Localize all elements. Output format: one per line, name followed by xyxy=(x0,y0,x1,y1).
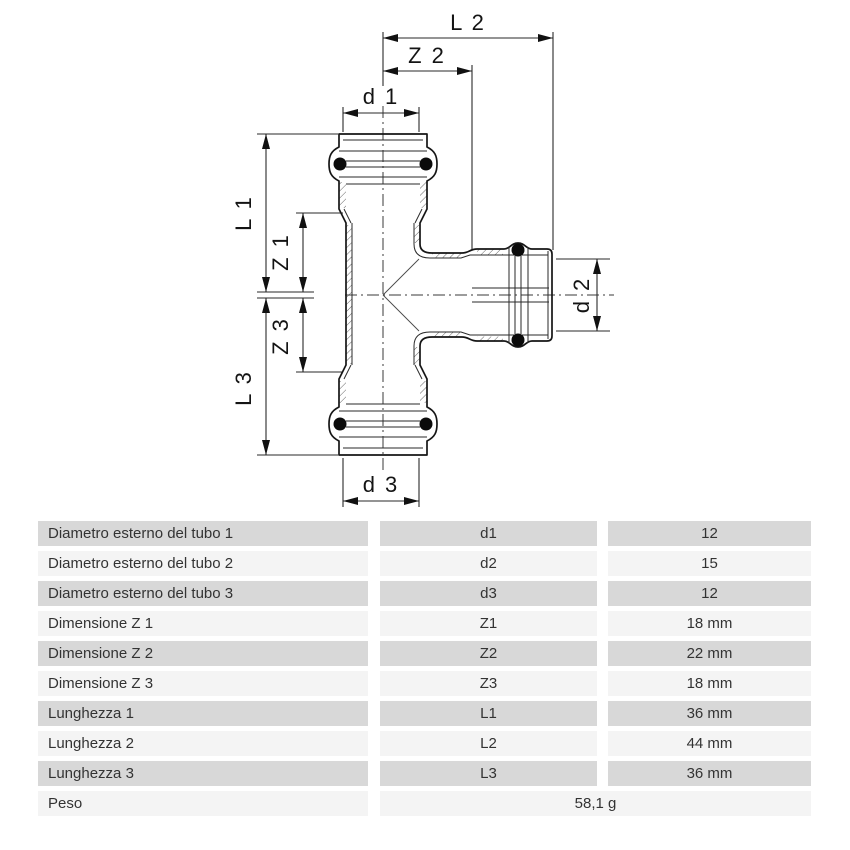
spec-label-cell: Lunghezza 3 xyxy=(38,761,368,786)
spec-label-cell: Diametro esterno del tubo 3 xyxy=(38,581,368,606)
o-ring-dots xyxy=(334,158,525,431)
table-row-weight xyxy=(38,791,811,816)
table-row xyxy=(38,761,811,786)
spec-value-cell: 12 xyxy=(608,521,811,546)
spec-label-cell: Lunghezza 2 xyxy=(38,731,368,756)
dim-label-z1: Z 1 xyxy=(268,233,293,271)
spec-code-cell: L1 xyxy=(380,701,597,726)
spec-code-cell: Z2 xyxy=(380,641,597,666)
o-ring-dot xyxy=(512,244,525,257)
spec-table xyxy=(38,521,811,821)
dim-label-d1: d 1 xyxy=(362,84,400,109)
spec-label-cell: Peso xyxy=(38,791,368,816)
dimension-lines xyxy=(266,38,597,501)
spec-code-cell: d3 xyxy=(380,581,597,606)
fitting-inner-lines xyxy=(339,140,549,448)
o-ring-dot xyxy=(334,158,347,171)
table-row xyxy=(38,521,811,546)
spec-code-cell: Z1 xyxy=(380,611,597,636)
o-ring-dot xyxy=(512,334,525,347)
dim-label-z3: Z 3 xyxy=(268,317,293,355)
table-row xyxy=(38,611,811,636)
o-ring-dot xyxy=(420,158,433,171)
spec-value-cell: 18 mm xyxy=(608,671,811,696)
spec-value-cell: 22 mm xyxy=(608,641,811,666)
spec-value-cell-merged: 58,1 g xyxy=(380,791,811,816)
spec-label-cell: Dimensione Z 1 xyxy=(38,611,368,636)
spec-value-cell: 12 xyxy=(608,581,811,606)
spec-value-cell: 36 mm xyxy=(608,761,811,786)
spec-value-cell: 36 mm xyxy=(608,701,811,726)
spec-code-cell: d2 xyxy=(380,551,597,576)
dim-label-d3: d 3 xyxy=(362,472,400,497)
spec-label-cell: Dimensione Z 3 xyxy=(38,671,368,696)
dim-label-d2: d 2 xyxy=(569,276,594,314)
dim-label-z2: Z 2 xyxy=(408,43,446,68)
o-ring-dot xyxy=(420,418,433,431)
spec-value-cell: 44 mm xyxy=(608,731,811,756)
spec-code-cell: Z3 xyxy=(380,671,597,696)
o-ring-dot xyxy=(334,418,347,431)
dim-label-l2: L 2 xyxy=(450,10,486,35)
spec-code-cell: d1 xyxy=(380,521,597,546)
spec-value-cell: 18 mm xyxy=(608,611,811,636)
table-row xyxy=(38,701,811,726)
spec-code-cell: L3 xyxy=(380,761,597,786)
spec-label-cell: Lunghezza 1 xyxy=(38,701,368,726)
table-row xyxy=(38,551,811,576)
dimension-arrows xyxy=(262,34,601,505)
spec-label-cell: Diametro esterno del tubo 2 xyxy=(38,551,368,576)
spec-label-cell: Diametro esterno del tubo 1 xyxy=(38,521,368,546)
spec-value-cell: 15 xyxy=(608,551,811,576)
table-row xyxy=(38,671,811,696)
spec-label-cell: Dimensione Z 2 xyxy=(38,641,368,666)
section-hatching xyxy=(340,182,504,403)
spec-code-cell: L2 xyxy=(380,731,597,756)
table-row xyxy=(38,731,811,756)
table-row xyxy=(38,581,811,606)
dim-label-l1: L 1 xyxy=(231,195,256,231)
table-row xyxy=(38,641,811,666)
dim-label-l3: L 3 xyxy=(231,370,256,406)
